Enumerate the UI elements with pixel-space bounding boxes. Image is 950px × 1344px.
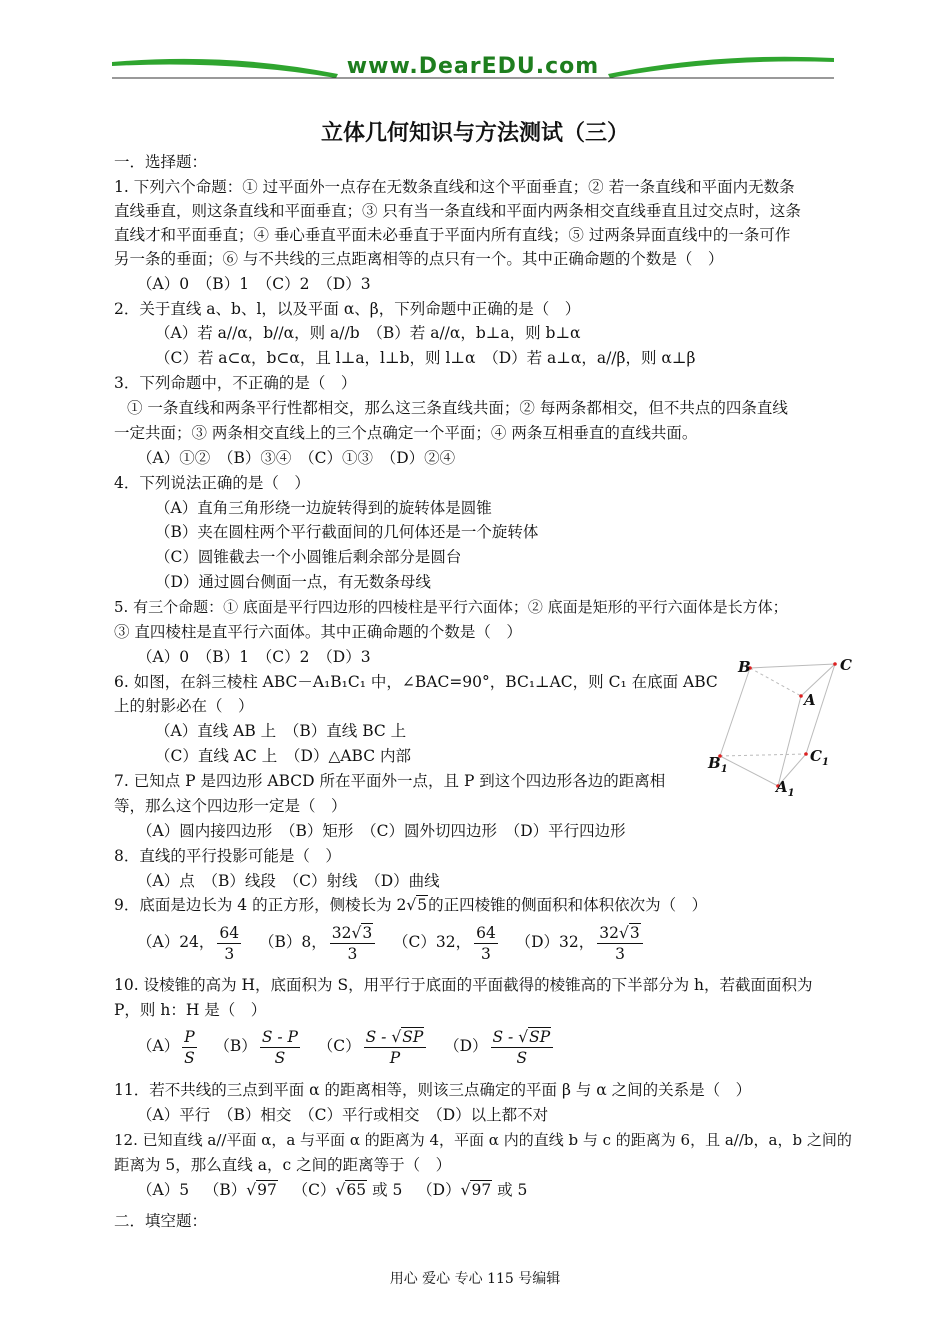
coefficient: 32: [599, 923, 619, 942]
q1-line1: 1. 下列六个命题：① 过平面外一点存在无数条直线和这个平面垂直；② 若一条直线和平面内无数条: [114, 178, 795, 196]
numerator-term: S -: [365, 1027, 392, 1046]
radicand: 5: [417, 896, 428, 914]
numerator: S - P: [261, 1027, 298, 1046]
q9-stem-b: 的正四棱锥的侧面积和体积依次为（ ）: [428, 896, 708, 914]
q12-line2: 距离为 5，那么直线 a，c 之间的距离等于（ ）: [114, 1156, 452, 1174]
q11-options: （A）平行 （B）相交 （C）平行或相交 （D）以上都不对: [137, 1106, 549, 1124]
q9-option-d: （D）32，: [515, 933, 595, 951]
fraction: [364, 1027, 427, 1068]
radicand: SP: [402, 1027, 424, 1046]
q8-stem: 8．直线的平行投影可能是（ ）: [114, 847, 341, 865]
q10-option-a: （A）: [137, 1037, 180, 1055]
q7-options: （A）圆内接四边形 （B）矩形 （C）圆外切四边形 （D）平行四边形: [137, 822, 626, 840]
q10-option-c: （C）: [317, 1037, 361, 1055]
q1-line4: 另一条的垂面；⑥ 与不共线的三点距离相等的点只有一个。其中正确命题的个数是（ ）: [114, 250, 724, 268]
denominator: S: [516, 1048, 528, 1067]
site-logo: www.DearEDU.com: [346, 54, 600, 79]
q4-option-b: （B）夹在圆柱两个平行截面间的几何体还是一个旋转体: [155, 523, 539, 541]
radicand: 3: [362, 923, 373, 942]
numerator-term: S -: [492, 1027, 519, 1046]
fraction: [182, 1027, 196, 1068]
numerator: S - √SP: [491, 1027, 554, 1048]
fraction: [597, 923, 643, 964]
option-tail: 或 5: [492, 1181, 528, 1199]
q1-line3: 直线才和平面垂直；④ 垂心垂直平面未必垂直于平面内所有直线；⑤ 过两条异面直线中的一条可作: [114, 226, 791, 244]
numerator: 64: [476, 923, 496, 942]
q3-options: （A）①② （B）③④ （C）①③ （D）②④: [137, 449, 456, 467]
coefficient: 32: [331, 923, 352, 942]
q10-line2: P，则 h：H 是（ ）: [114, 1001, 267, 1019]
radicand: SP: [529, 1027, 551, 1046]
numerator: P: [184, 1027, 195, 1046]
radicand: 97: [257, 1181, 277, 1199]
vertex-subscript: 1: [720, 764, 728, 775]
q6-options-cd: （C）直线 AC 上 （D）△ABC 内部: [155, 747, 412, 765]
vertex-label-a: A: [804, 691, 816, 709]
vertex-letter: C: [810, 747, 822, 765]
q9-options: [137, 922, 646, 968]
q4-option-d: （D）通过圆台侧面一点，有无数条母线: [155, 573, 431, 591]
q10-options: [137, 1026, 556, 1072]
q9-option-b: （B）8，: [258, 933, 327, 951]
denominator: 3: [481, 944, 491, 963]
q10-option-d: （D）: [444, 1037, 488, 1055]
page-footer: 用心 爱心 专心 115 号编辑: [389, 1271, 561, 1287]
q6-line1: 6. 如图，在斜三棱柱 ABC－A₁B₁C₁ 中，∠BAC=90°，BC₁⊥AC，则 C₁ 在底面 ABC: [114, 673, 718, 691]
q8-options: （A）点 （B）线段 （C）射线 （D）曲线: [137, 872, 440, 890]
numerator: 32√3: [597, 923, 643, 944]
q10-line1: 10. 设棱锥的高为 H，底面积为 S，用平行于底面的平面截得的棱锥高的下半部分为 h，若截面面积为: [114, 976, 813, 994]
fraction: [217, 923, 241, 964]
q1-options: （A）0 （B）1 （C）2 （D）3: [137, 275, 371, 293]
q10-option-b: （B）: [214, 1037, 257, 1055]
denominator: S: [184, 1048, 195, 1067]
radicand: 65: [346, 1181, 367, 1199]
q12-line1: 12. 已知直线 a//平面 α，a 与平面 α 的距离为 4，平面 α 内的直线 b 与 c 的距离为 6，且 a//b，a，b 之间的: [114, 1131, 852, 1149]
q12-option-d: （D）: [417, 1181, 461, 1199]
q2-options-ab: （A）若 a//α，b//α，则 a//b （B）若 a//α，b⊥a，则 b⊥α: [155, 324, 581, 342]
fraction: [330, 923, 376, 964]
vertex-label-b1: [708, 754, 728, 775]
denominator: 3: [615, 944, 625, 963]
q11-stem: 11．若不共线的三点到平面 α 的距离相等，则该三点确定的平面 β 与 α 之间的关系是（ ）: [114, 1081, 752, 1099]
vertex-label-c: C: [840, 656, 852, 674]
radicand: 97: [471, 1181, 492, 1199]
numerator: S - √SP: [364, 1027, 427, 1048]
q12-option-c: （C）: [292, 1181, 336, 1199]
q7-line2: 等，那么这个四边形一定是（ ）: [114, 797, 347, 815]
q4-option-a: （A）直角三角形绕一边旋转得到的旋转体是圆锥: [155, 499, 492, 517]
fraction: [260, 1027, 300, 1068]
vertex-label-b: B: [738, 658, 751, 676]
fraction: [474, 923, 498, 964]
q3-line1: ① 一条直线和两条平行性都相交，那么这三条直线共面；② 每两条都相交，但不共点的四条直线: [127, 399, 788, 417]
vertex-letter: A: [776, 778, 788, 796]
denominator: S: [274, 1048, 286, 1067]
q9-stem-a: 9．底面是边长为 4 的正方形，侧棱长为 2: [114, 896, 407, 914]
q5-line2: ③ 直四棱柱是直平行六面体。其中正确命题的个数是（ ）: [114, 623, 522, 641]
vertex-label-c1: [810, 747, 829, 768]
option-tail: 或 5: [367, 1181, 403, 1199]
sqrt-sign: √: [406, 896, 417, 914]
q2-options-cd: （C）若 a⊂α，b⊂α，且 l⊥a，l⊥b，则 l⊥α （D）若 a⊥α，a//β，则 α⊥β: [155, 349, 696, 367]
q12-option-b: （B）: [203, 1181, 247, 1199]
q9-option-c: （C）32，: [392, 933, 472, 951]
prism-figure: [700, 650, 860, 800]
q6-line2: 上的射影必在（ ）: [114, 697, 254, 715]
denominator: 3: [224, 944, 235, 963]
q1-line2: 直线垂直，则这条直线和平面垂直；③ 只有当一条直线和平面内两条相交直线垂直且过交点时，这条: [114, 202, 801, 220]
q6-options-ab: （A）直线 AB 上 （B）直线 BC 上: [155, 722, 407, 740]
fraction: [491, 1027, 554, 1068]
page-title: 立体几何知识与方法测试（三）: [320, 121, 629, 146]
section-fill-in: 二．填空题：: [114, 1212, 208, 1230]
q5-line1: 5. 有三个命题：① 底面是平行四边形的四棱柱是平行六面体；② 底面是矩形的平行六面体是长方体；: [114, 598, 788, 616]
q5-options: （A）0 （B）1 （C）2 （D）3: [137, 648, 371, 666]
q12-option-a: （A）5: [137, 1181, 190, 1199]
denominator: 3: [347, 944, 358, 963]
q7-line1: 7. 已知点 P 是四边形 ABCD 所在平面外一点，且 P 到这个四边形各边的距离相: [114, 772, 666, 790]
q2-stem: 2．关于直线 a、b、l，以及平面 α、β，下列命题中正确的是（ ）: [114, 300, 581, 318]
vertex-subscript: 1: [821, 757, 829, 768]
vertex-letter: B: [708, 754, 721, 772]
vertex-subscript: 1: [787, 788, 795, 799]
vertex-label-a1: [776, 778, 795, 799]
numerator: 32√3: [330, 923, 376, 944]
q4-option-c: （C）圆锥截去一个小圆锥后剩余部分是圆台: [155, 548, 462, 566]
header-banner: [108, 44, 838, 88]
q12-options: （A）5 （B）√97 （C）√65 或 5 （D）√97 或 5: [137, 1181, 528, 1199]
denominator: P: [389, 1048, 401, 1067]
q9-stem: [114, 895, 707, 915]
q9-option-a: （A）24，: [137, 933, 215, 951]
section-choice: 一．选择题：: [114, 153, 208, 171]
q3-line2: 一定共面；③ 两条相交直线上的三个点确定一个平面；④ 两条互相垂直的直线共面。: [114, 424, 698, 442]
radicand: 3: [629, 923, 640, 942]
numerator: 64: [219, 923, 240, 942]
q3-stem: 3．下列命题中，不正确的是（ ）: [114, 374, 357, 392]
q4-stem: 4．下列说法正确的是（ ）: [114, 474, 310, 492]
